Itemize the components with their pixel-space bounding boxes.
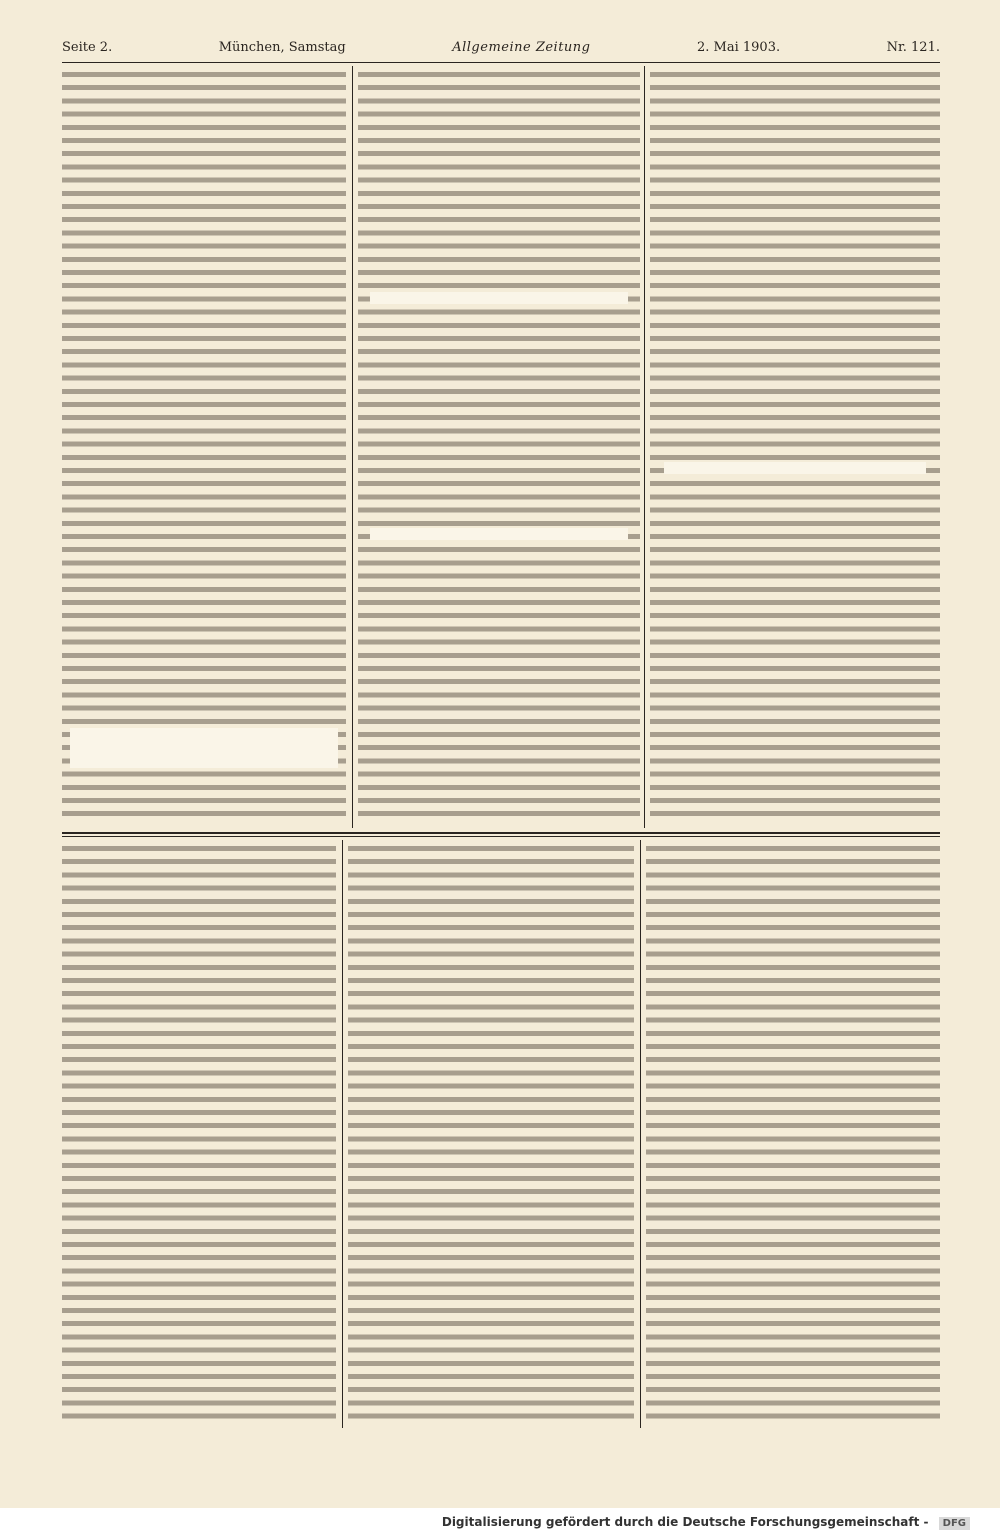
column-6-text bbox=[646, 842, 940, 1422]
feuilleton-rule-thin bbox=[62, 836, 940, 837]
column-rule-4 bbox=[640, 840, 641, 1428]
place-day: München, Samstag bbox=[218, 40, 346, 55]
column-1-text bbox=[62, 68, 346, 824]
issue-number: Nr. 121. bbox=[886, 40, 940, 55]
page-number: Seite 2. bbox=[62, 40, 113, 55]
section-heading-area bbox=[370, 528, 628, 540]
column-3-text bbox=[650, 68, 940, 824]
footer-bar bbox=[0, 1508, 1000, 1536]
issue-date: 2. Mai 1903. bbox=[697, 40, 781, 55]
dfg-logo-icon: DFG bbox=[939, 1517, 970, 1530]
column-rule-1 bbox=[352, 66, 353, 828]
section-heading-area bbox=[664, 462, 926, 474]
credit-text: Digitalisierung gefördert durch die Deutsche Forschungsgemeinschaft - bbox=[441, 1515, 929, 1529]
column-rule-3 bbox=[342, 840, 343, 1428]
column-rule-2 bbox=[644, 66, 645, 828]
newspaper-title: Allgemeine Zeitung bbox=[452, 40, 591, 55]
column-5-text bbox=[348, 842, 634, 1422]
digitization-credit bbox=[442, 1515, 970, 1530]
section-heading-area bbox=[370, 292, 628, 304]
column-2-text bbox=[358, 68, 640, 824]
feuilleton-rule bbox=[62, 832, 940, 834]
column-4-text bbox=[62, 842, 336, 1422]
header-rule bbox=[62, 62, 940, 63]
page-header bbox=[62, 40, 940, 62]
section-heading-area bbox=[70, 728, 338, 768]
